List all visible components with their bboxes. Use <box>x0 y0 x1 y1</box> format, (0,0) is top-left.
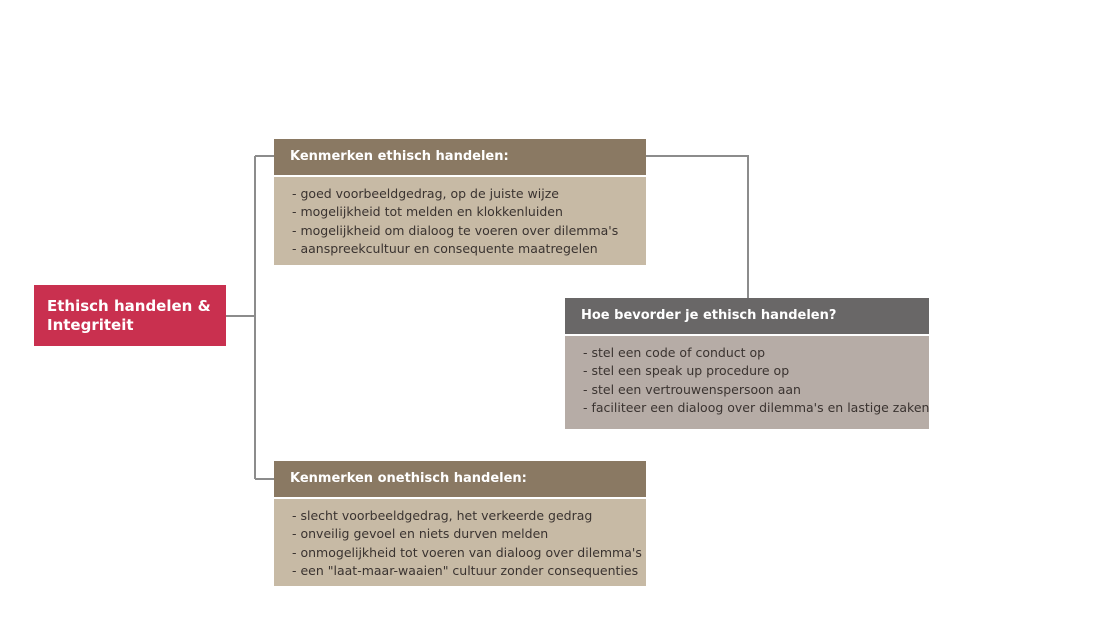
root-label-line2: Integriteit <box>47 316 134 334</box>
card-title: Hoe bevorder je ethisch handelen? <box>565 298 929 334</box>
list-item: - stel een vertrouwenspersoon aan <box>583 381 801 397</box>
connector-root-to-branches <box>226 156 274 479</box>
card-kenmerken-onethisch <box>274 461 646 586</box>
connector-ethisch-to-bevorder <box>646 156 748 298</box>
list-item: - een "laat-maar-waaien" cultuur zonder consequenties <box>292 563 639 579</box>
list-item: - goed voorbeeldgedrag, op de juiste wijze <box>292 186 559 201</box>
card-body <box>274 177 646 265</box>
root-label-line1: Ethisch handelen & <box>47 297 211 315</box>
list-item: - faciliteer een dialoog over dilemma's en lastige zaken <box>583 400 930 416</box>
card-title: Kenmerken ethisch handelen: <box>274 139 646 175</box>
card-body <box>565 336 929 429</box>
card-hoe-bevorder <box>565 298 929 429</box>
list-item: - stel een code of conduct op <box>583 345 766 360</box>
list-item: - mogelijkheid om dialoog te voeren over dilemma's <box>292 222 619 238</box>
root-node <box>34 285 226 346</box>
list-item: - aanspreekcultuur en consequente maatregelen <box>292 241 598 257</box>
card-body <box>274 499 646 586</box>
list-item: - onmogelijkheid tot voeren van dialoog over dilemma's <box>292 544 642 560</box>
card-title: Kenmerken onethisch handelen: <box>274 461 646 497</box>
list-item: - onveilig gevoel en niets durven melden <box>292 526 549 542</box>
list-item: - mogelijkheid tot melden en klokkenluiden <box>292 204 563 220</box>
list-item: - stel een speak up procedure op <box>583 363 790 379</box>
card-kenmerken-ethisch <box>274 139 646 265</box>
list-item: - slecht voorbeeldgedrag, het verkeerde gedrag <box>292 508 593 523</box>
